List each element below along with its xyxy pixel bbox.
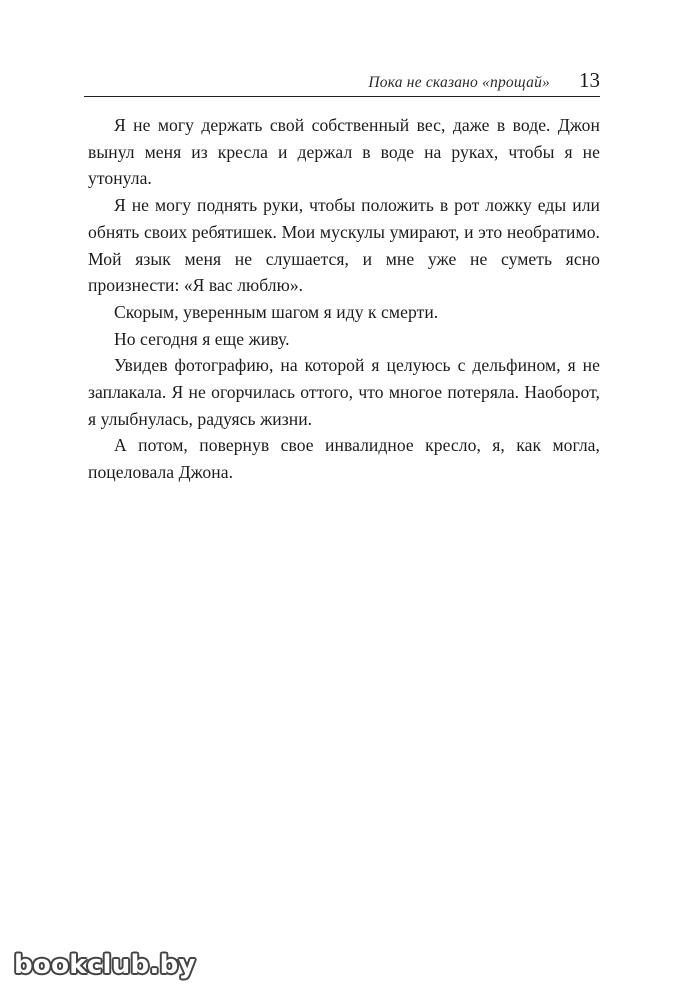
- paragraph: А потом, повернув свое инвалидное кресло, я, как могла, поцеловала Джона.: [88, 435, 600, 483]
- paragraph: Скорым, уверенным шагом я иду к смерти.: [114, 301, 439, 322]
- paragraph: Я не могу поднять руки, чтобы положить в рот ложку еды или обнять своих ребятишек. Мои мускулы умирают, и это необратимо. Мой язык меня не слушается, и мне уже не суметь ясно произнести: «Я вас люблю».: [88, 195, 600, 296]
- body-text: [88, 112, 600, 486]
- running-head: [84, 66, 600, 97]
- paragraph: Увидев фотографию, на которой я целуюсь с дельфином, я не заплакала. Я не огорчилась оттого, что многое потеряла. Наоборот, я улыбнулась, радуясь жизни.: [88, 355, 600, 429]
- paragraph: Но сегодня я еще живу.: [114, 328, 290, 349]
- watermark-logo: bookclub.by: [14, 950, 196, 980]
- page-number: 13: [579, 68, 600, 92]
- paragraph: Я не могу держать свой собственный вес, даже в воде. Джон вынул меня из кресла и держал в воде на руках, чтобы я не утонула.: [88, 115, 600, 189]
- running-title: Пока не сказано «прощай»: [368, 74, 550, 91]
